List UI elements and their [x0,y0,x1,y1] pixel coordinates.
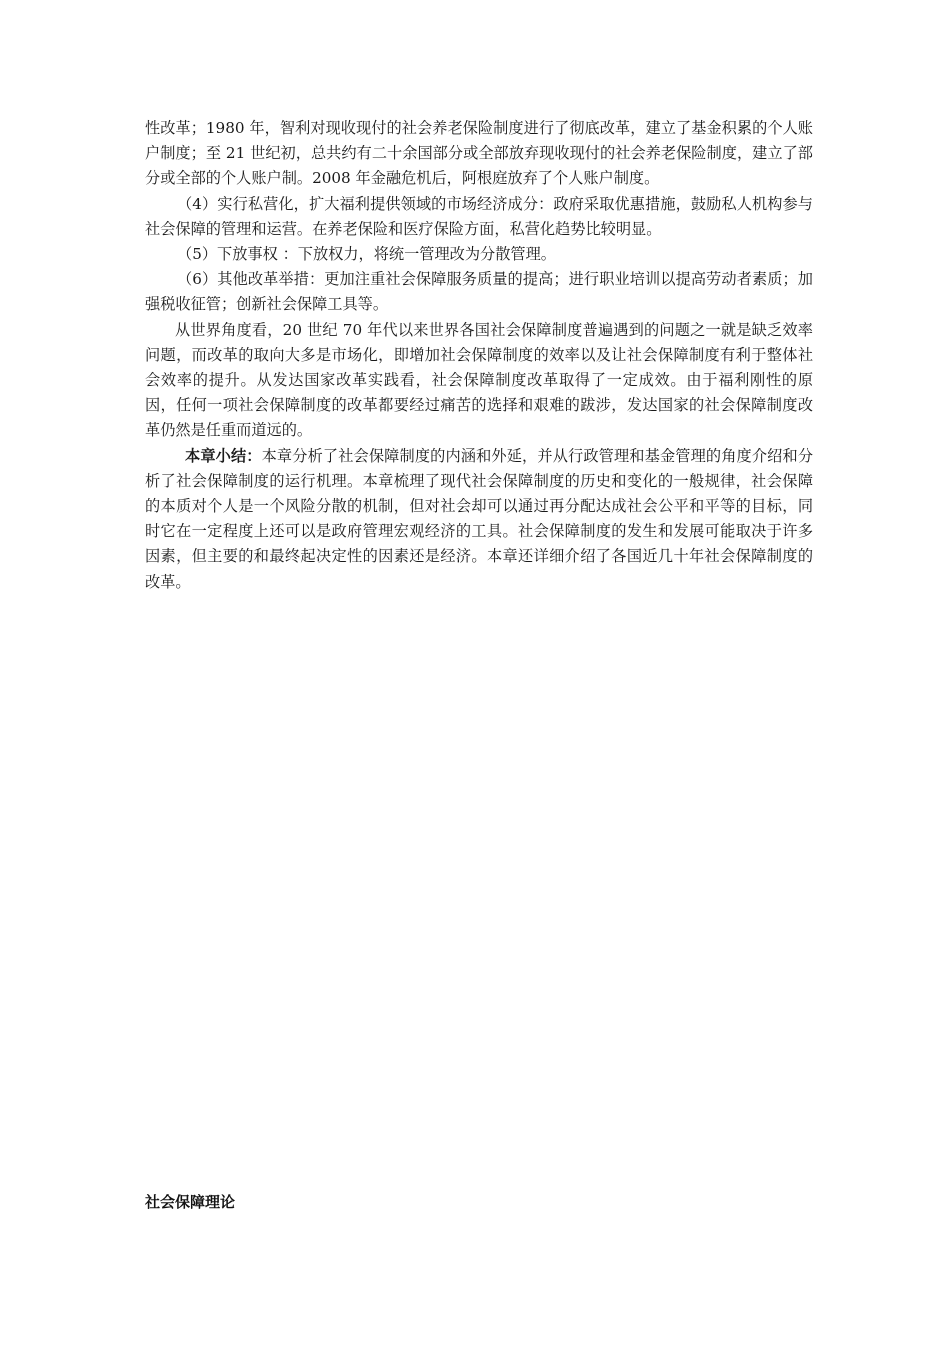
paragraph-other-measures: （6）其他改革举措：更加注重社会保障服务质量的提高；进行职业培训以提高劳动者素质；加强税收征管；创新社会保障工具等。 [145,270,813,314]
paragraph-world-perspective: 从世界角度看，20 世纪 70 年代以来世界各国社会保障制度普遍遇到的问题之一就是缺乏效率问题，而改革的取向大多是市场化，即增加社会保障制度的效率以及让社会保障制度有利于整体社会效率的提升。从发达国家改革实践看，社会保障制度改革取得了一定成效。由于福利刚性的原因，任何一项社会保障制度的改革都要经过痛苦的选择和艰难的跋涉，发达国家的社会保障制度改革仍然是任重而道远的。 [145,320,813,440]
document-body [145,116,813,595]
summary-text: 本章分析了社会保障制度的内涵和外延，并从行政管理和基金管理的角度介绍和分析了社会保障制度的运行机理。本章梳理了现代社会保障制度的历史和变化的一般规律，社会保障的本质对个人是一个风险分散的机制，但对社会却可以通过再分配达成社会公平和平等的目标，同时它在一定程度上还可以是政府管理宏观经济的工具。社会保障制度的发生和发展可能取决于许多因素，但主要的和最终起决定性的因素还是经济。本章还详细介绍了各国近几十年社会保障制度的改革。 [145,446,814,591]
paragraph-chapter-summary [145,444,813,595]
summary-label: 本章小结： [185,446,262,465]
paragraph-decentralization: （5）下放事权 ：下放权力，将统一管理改为分散管理。 [177,245,556,264]
page-footer-title: 社会保障理论 [145,1193,236,1211]
paragraph-privatization: （4）实行私营化，扩大福利提供领域的市场经济成分：政府采取优惠措施，鼓励私人机构参与社会保障的管理和运营。在养老保险和医疗保险方面，私营化趋势比较明显。 [145,194,813,238]
paragraph-reform-pensions: 性改革；1980 年，智利对现收现付的社会养老保险制度进行了彻底改革，建立了基金积累的个人账户制度；至 21 世纪初，总共约有二十余国部分或全部放弃现收现付的社会养老保险制度，建立了部分或全部的个人账户制。2008 年金融危机后，阿根庭放弃了个人账户制度。 [145,119,813,188]
